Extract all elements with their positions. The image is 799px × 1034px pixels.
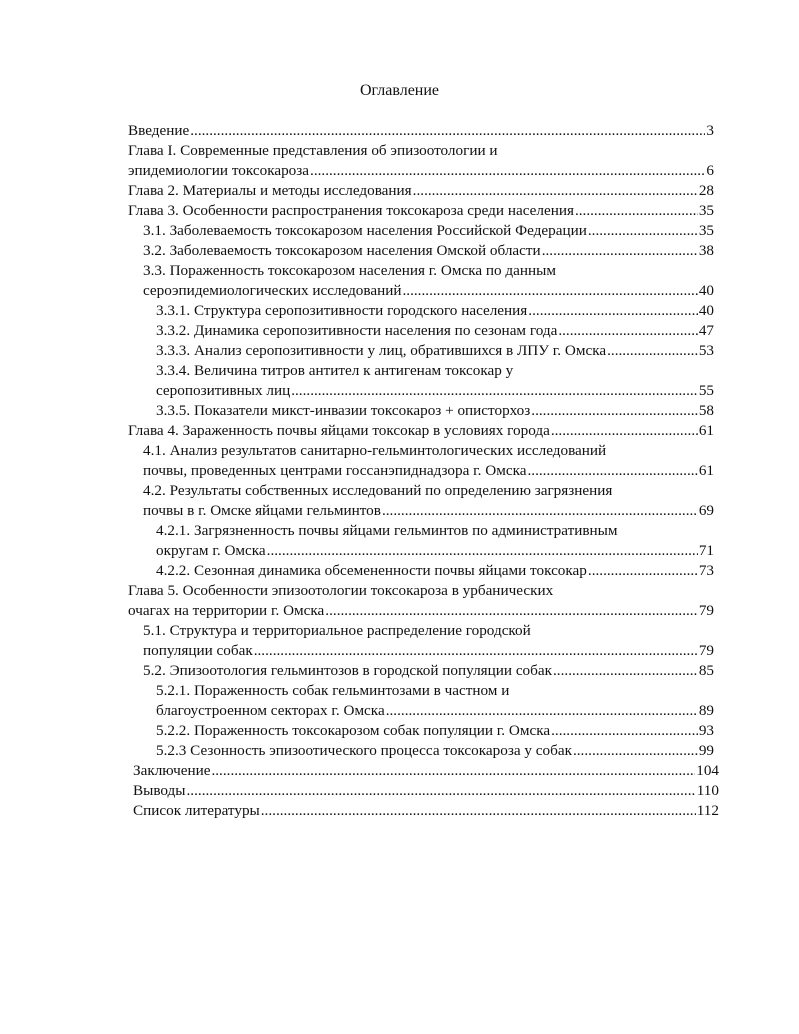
dot-leader bbox=[551, 421, 698, 441]
dot-leader bbox=[187, 781, 696, 801]
page-title: Оглавление bbox=[359, 82, 440, 99]
toc-entry-text: почвы в г. Омске яйцами гельминтов bbox=[143, 502, 381, 519]
toc-page-number: 55 bbox=[698, 382, 714, 399]
toc-entry bbox=[156, 521, 714, 561]
toc-page-number: 58 bbox=[698, 402, 714, 419]
toc-entry-text: 5.2.3 Сезонность эпизоотического процесса токсокароза у собак bbox=[156, 742, 572, 759]
toc-page-number: 28 bbox=[698, 182, 714, 199]
toc-entry bbox=[156, 741, 714, 761]
toc-entry-text: 5.2.1. Пораженность собак гельминтозами в частном и bbox=[156, 682, 510, 699]
dot-leader bbox=[386, 701, 698, 721]
toc-entry bbox=[133, 801, 719, 821]
toc-page-number: 61 bbox=[698, 422, 714, 439]
toc-entry-text: почвы, проведенных центрами госсанэпиднадзора г. Омска bbox=[143, 462, 527, 479]
toc-page-number: 6 bbox=[706, 162, 714, 179]
toc-entry-text: 3.3. Пораженность токсокарозом населения г. Омска по данным bbox=[143, 262, 556, 279]
toc-page-number: 89 bbox=[698, 702, 714, 719]
toc-entry bbox=[133, 781, 719, 801]
toc-entry-text: Глава I. Современные представления об эпизоотологии и bbox=[128, 142, 498, 159]
dot-leader bbox=[325, 601, 698, 621]
toc-entry-text: Заключение bbox=[133, 762, 211, 779]
dot-leader bbox=[558, 321, 698, 341]
dot-leader bbox=[382, 501, 698, 521]
dot-leader bbox=[542, 241, 698, 261]
toc-entry-text: Глава 3. Особенности распространения токсокароза среди населения bbox=[128, 202, 574, 219]
dot-leader bbox=[310, 161, 705, 181]
toc-entry bbox=[156, 301, 714, 321]
toc-entry bbox=[143, 441, 714, 481]
toc-page-number: 99 bbox=[698, 742, 714, 759]
toc-entry bbox=[156, 341, 714, 361]
dot-leader bbox=[588, 221, 698, 241]
toc-page-number: 53 bbox=[698, 342, 714, 359]
toc-entry bbox=[156, 361, 714, 401]
toc-entry-text: эпидемиологии токсокароза bbox=[128, 162, 310, 179]
dot-leader bbox=[261, 801, 696, 821]
toc-page-number: 104 bbox=[696, 762, 719, 779]
toc-entry-text: 3.1. Заболеваемость токсокарозом населения Российской Федерации bbox=[143, 222, 587, 239]
toc-entry-text: Глава 5. Особенности эпизоотологии токсокароза в урбанических bbox=[128, 582, 554, 599]
toc-entry-text: Глава 2. Материалы и методы исследования bbox=[128, 182, 412, 199]
toc-entry-text: серопозитивных лиц bbox=[156, 382, 291, 399]
toc-entry-text: благоустроенном секторах г. Омска bbox=[156, 702, 385, 719]
dot-leader bbox=[607, 341, 698, 361]
toc-entry bbox=[143, 661, 714, 681]
toc-entry-text: Введение bbox=[128, 122, 190, 139]
toc-page-number: 85 bbox=[698, 662, 714, 679]
toc-entry-text: популяции собак bbox=[143, 642, 253, 659]
toc-page-number: 79 bbox=[698, 642, 714, 659]
toc-entry bbox=[156, 321, 714, 341]
toc-page-number: 61 bbox=[698, 462, 714, 479]
dot-leader bbox=[551, 721, 698, 741]
toc-entry-text: сероэпидемиологических исследований bbox=[143, 282, 402, 299]
toc-entry bbox=[128, 141, 714, 181]
toc-entry bbox=[128, 121, 714, 141]
toc-entry-text: 5.2.2. Пораженность токсокарозом собак популяции г. Омска bbox=[156, 722, 551, 739]
dot-leader bbox=[531, 401, 698, 421]
toc-page-number: 79 bbox=[698, 602, 714, 619]
dot-leader bbox=[291, 381, 698, 401]
toc-page-number: 47 bbox=[698, 322, 714, 339]
dot-leader bbox=[527, 461, 697, 481]
toc-entry bbox=[156, 681, 714, 721]
toc-page-number: 93 bbox=[698, 722, 714, 739]
toc-entry-text: очагах на территории г. Омска bbox=[128, 602, 325, 619]
dot-leader bbox=[402, 281, 697, 301]
toc-page-number: 112 bbox=[696, 802, 719, 819]
toc-page-number: 3 bbox=[706, 122, 714, 139]
dot-leader bbox=[553, 661, 698, 681]
dot-leader bbox=[573, 741, 698, 761]
toc-entry-text: 3.3.3. Анализ серопозитивности у лиц, обратившихся в ЛПУ г. Омска bbox=[156, 342, 607, 359]
table-of-contents bbox=[0, 121, 799, 821]
dot-leader bbox=[211, 761, 695, 781]
dot-leader bbox=[190, 121, 705, 141]
toc-entry bbox=[143, 221, 714, 241]
toc-entry bbox=[156, 721, 714, 741]
toc-entry-text: 3.2. Заболеваемость токсокарозом населения Омской области bbox=[143, 242, 541, 259]
toc-entry-text: Список литературы bbox=[133, 802, 260, 819]
toc-entry bbox=[128, 421, 714, 441]
toc-entry-text: 5.1. Структура и территориальное распределение городской bbox=[143, 622, 531, 639]
toc-page-number: 69 bbox=[698, 502, 714, 519]
dot-leader bbox=[575, 201, 698, 221]
dot-leader bbox=[254, 641, 698, 661]
toc-page-number: 35 bbox=[698, 222, 714, 239]
toc-entry-text: Выводы bbox=[133, 782, 186, 799]
toc-entry-text: 3.3.5. Показатели микст-инвазии токсокароз + описторхоз bbox=[156, 402, 531, 419]
toc-entry bbox=[156, 561, 714, 581]
toc-page-number: 73 bbox=[698, 562, 714, 579]
toc-entry-text: 4.2.2. Сезонная динамика обсемененности почвы яйцами токсокар bbox=[156, 562, 587, 579]
toc-entry bbox=[128, 201, 714, 221]
dot-leader bbox=[588, 561, 698, 581]
dot-leader bbox=[528, 301, 698, 321]
toc-entry-text: 5.2. Эпизоотология гельминтозов в городской популяции собак bbox=[143, 662, 552, 679]
toc-entry bbox=[128, 581, 714, 621]
toc-entry bbox=[133, 761, 719, 781]
toc-page-number: 40 bbox=[698, 282, 714, 299]
toc-page-number: 38 bbox=[698, 242, 714, 259]
toc-entry bbox=[143, 261, 714, 301]
toc-page-number: 71 bbox=[698, 542, 714, 559]
toc-entry-text: 4.2. Результаты собственных исследований по определению загрязнения bbox=[143, 482, 613, 499]
toc-entry-text: 4.1. Анализ результатов санитарно-гельминтологических исследований bbox=[143, 442, 607, 459]
toc-entry-text: округам г. Омска bbox=[156, 542, 266, 559]
toc-entry bbox=[143, 621, 714, 661]
toc-page-number: 35 bbox=[698, 202, 714, 219]
toc-page-number: 40 bbox=[698, 302, 714, 319]
toc-entry-text: 3.3.2. Динамика серопозитивности населения по сезонам года bbox=[156, 322, 558, 339]
dot-leader bbox=[267, 541, 698, 561]
dot-leader bbox=[413, 181, 698, 201]
toc-entry-text: 4.2.1. Загрязненность почвы яйцами гельминтов по административным bbox=[156, 522, 618, 539]
toc-entry-text: 3.3.1. Структура серопозитивности городского населения bbox=[156, 302, 528, 319]
toc-page-number: 110 bbox=[696, 782, 719, 799]
toc-entry bbox=[156, 401, 714, 421]
toc-entry bbox=[143, 481, 714, 521]
toc-entry bbox=[128, 181, 714, 201]
toc-entry bbox=[143, 241, 714, 261]
toc-entry-text: Глава 4. Зараженность почвы яйцами токсокар в условиях города bbox=[128, 422, 550, 439]
toc-entry-text: 3.3.4. Величина титров антител к антигенам токсокар у bbox=[156, 362, 514, 379]
